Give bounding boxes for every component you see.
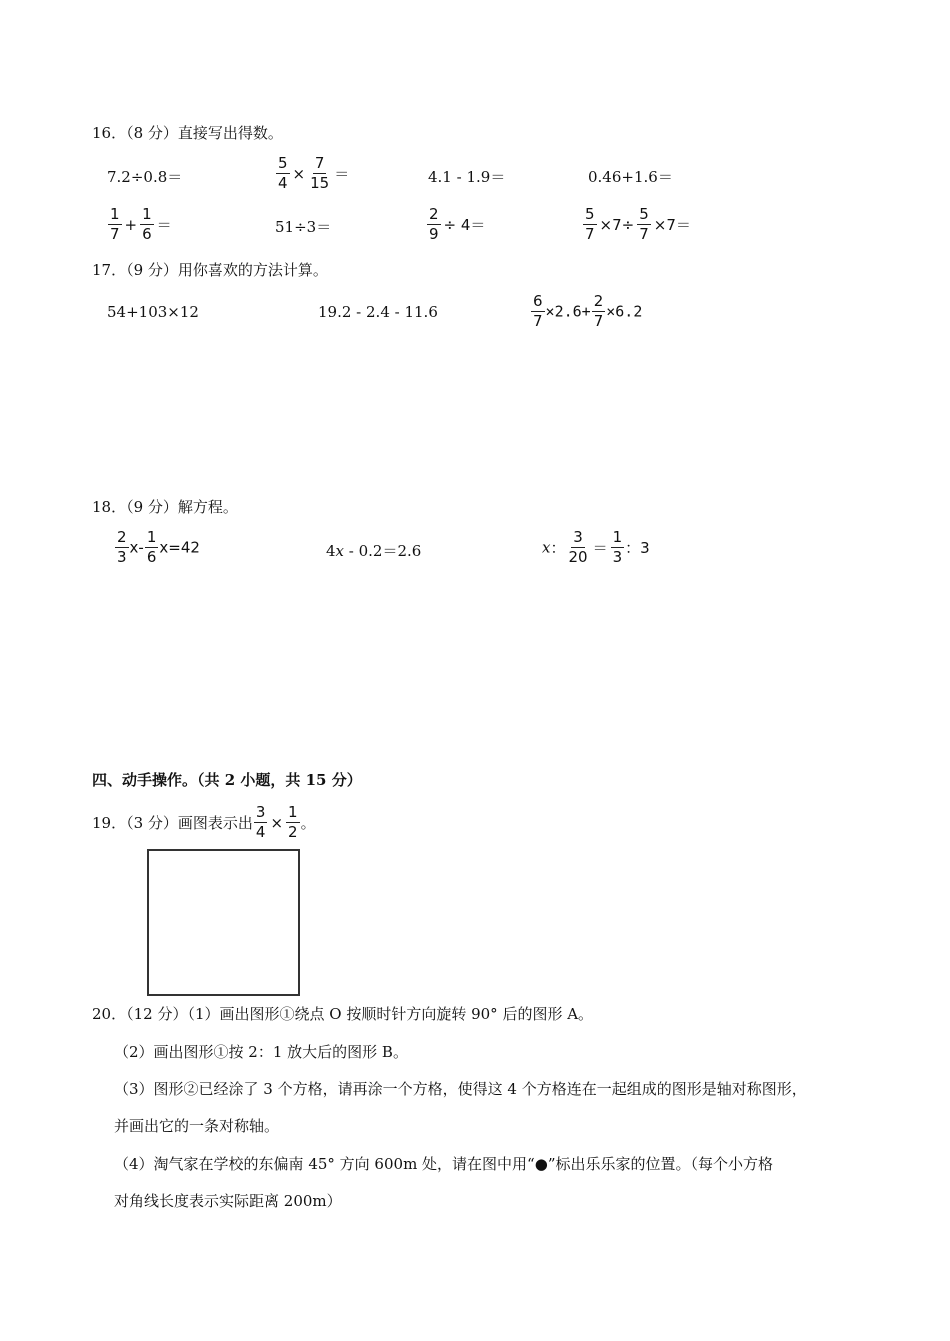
fraction: $\frac{1}{2}$ [288, 803, 298, 841]
fraction: $\frac{7}{15}$ [310, 154, 330, 192]
q20-line-2: （2）画出图形①按 2：1 放大后的图形 B。 [114, 1043, 408, 1061]
q18-expr-2: 4x - 0.2＝2.6 [326, 542, 422, 560]
fraction: $\frac{5}{4}$ [278, 154, 288, 192]
fraction: $\frac{1}{6}$ [146, 528, 157, 566]
fraction: $\frac{1}{6}$ [142, 205, 152, 243]
q18-expr-1: $\frac{2}{3}$ x- $\frac{1}{6}$ x=42 [117, 528, 200, 566]
q20-line-5: （4）淘气家在学校的东偏南 45° 方向 600m 处，请在图中用“●”标出乐乐家的位置。（每个小方格 [114, 1155, 773, 1173]
fraction: $\frac{5}{7}$ [639, 205, 649, 243]
q17-expr-1: 54+103×12 [107, 303, 199, 321]
fraction: $\frac{5}{7}$ [585, 205, 595, 243]
q18-heading: 18．（9 分）解方程。 [92, 498, 238, 516]
q16-heading: 16．（8 分）直接写出得数。 [92, 124, 283, 142]
q17-expr-3: $\frac{6}{7}$ ×2.6+ $\frac{2}{7}$ ×6.2 [533, 292, 643, 330]
drawing-square[interactable] [147, 849, 300, 996]
fraction: $\frac{1}{7}$ [110, 205, 120, 243]
q16-expr-2: $\frac{5}{4}$ × $\frac{7}{15}$ ＝ [278, 154, 350, 192]
q16-expr-6: 51÷3＝ [275, 218, 332, 236]
q16-expr-5: $\frac{1}{7}$ + $\frac{1}{6}$ ＝ [110, 205, 172, 243]
q19-heading: 19．（3 分）画图表示出 $\frac{3}{4}$ × $\frac{1}{2}$ 。 [92, 803, 316, 841]
q20-line-1: 20．（12 分）（1）画出图形①绕点 O 按顺时针方向旋转 90° 后的图形 A。 [92, 1005, 594, 1023]
section-4-title: 四、动手操作。（共 2 小题，共 15 分） [92, 771, 362, 789]
fraction: $\frac{3}{20}$ [568, 528, 588, 566]
fraction: $\frac{1}{3}$ [612, 528, 623, 566]
q20-line-4: 并画出它的一条对称轴。 [114, 1117, 280, 1135]
fraction: $\frac{2}{7}$ [593, 292, 604, 330]
q17-heading: 17．（9 分）用你喜欢的方法计算。 [92, 261, 328, 279]
fraction: $\frac{6}{7}$ [533, 292, 543, 330]
q16-expr-7: $\frac{2}{9}$ ÷ 4＝ [429, 205, 486, 243]
fraction: $\frac{2}{3}$ [117, 528, 127, 566]
q20-line-6: 对角线长度表示实际距离 200m） [114, 1192, 342, 1210]
q16-expr-3: 4.1 - 1.9＝ [428, 168, 506, 186]
fraction: $\frac{3}{4}$ [255, 803, 266, 841]
q16-expr-4: 0.46+1.6＝ [588, 168, 673, 186]
q17-expr-2: 19.2 - 2.4 - 11.6 [318, 303, 438, 321]
q16-expr-8: $\frac{5}{7}$ ×7÷ $\frac{5}{7}$ ×7＝ [585, 205, 691, 243]
fraction: $\frac{2}{9}$ [429, 205, 439, 243]
q20-line-3: （3）图形②已经涂了 3 个方格，请再涂一个方格，使得这 4 个方格连在一起组成的图形是轴对称图形， [114, 1080, 807, 1098]
q18-expr-3: x： $\frac{3}{20}$ ＝ $\frac{1}{3}$ ：3 [542, 528, 650, 566]
q16-expr-1: 7.2÷0.8＝ [107, 168, 183, 186]
